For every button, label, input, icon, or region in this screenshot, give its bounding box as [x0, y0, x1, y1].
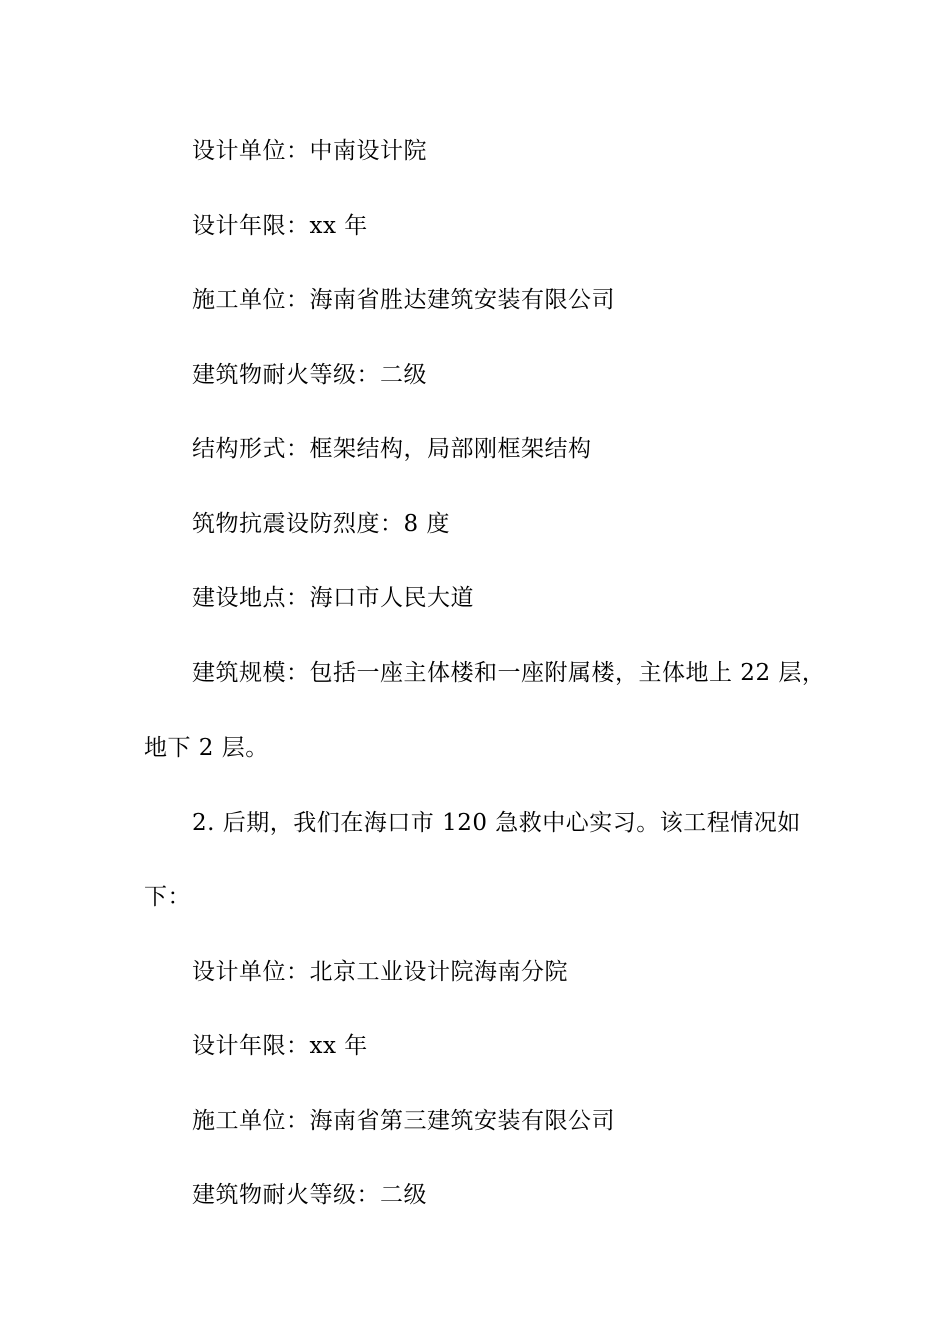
building-scale-line-b: 地下 2 层。 [144, 735, 269, 761]
building-scale-line-a: 建筑规模：包括一座主体楼和一座附属楼，主体地上 22 层， [192, 660, 826, 686]
fire-rating-line-1: 建筑物耐火等级：二级 [192, 362, 427, 388]
construction-site-line: 建设地点：海口市人民大道 [192, 585, 474, 611]
design-life-line-2: 设计年限：xx 年 [192, 1033, 368, 1059]
design-life-line-1: 设计年限：xx 年 [192, 213, 368, 239]
internship-paragraph-line-a: 2. 后期，我们在海口市 120 急救中心实习。该工程情况如 [192, 810, 801, 836]
construction-unit-line-1: 施工单位：海南省胜达建筑安装有限公司 [192, 287, 615, 313]
construction-unit-line-2: 施工单位：海南省第三建筑安装有限公司 [192, 1108, 615, 1134]
structure-form-line: 结构形式：框架结构，局部刚框架结构 [192, 436, 592, 462]
design-unit-line-1: 设计单位：中南设计院 [192, 138, 427, 164]
design-unit-line-2: 设计单位：北京工业设计院海南分院 [192, 959, 568, 985]
internship-paragraph-line-b: 下： [144, 884, 191, 910]
seismic-intensity-line: 筑物抗震设防烈度：8 度 [192, 511, 450, 537]
fire-rating-line-2: 建筑物耐火等级：二级 [192, 1182, 427, 1208]
